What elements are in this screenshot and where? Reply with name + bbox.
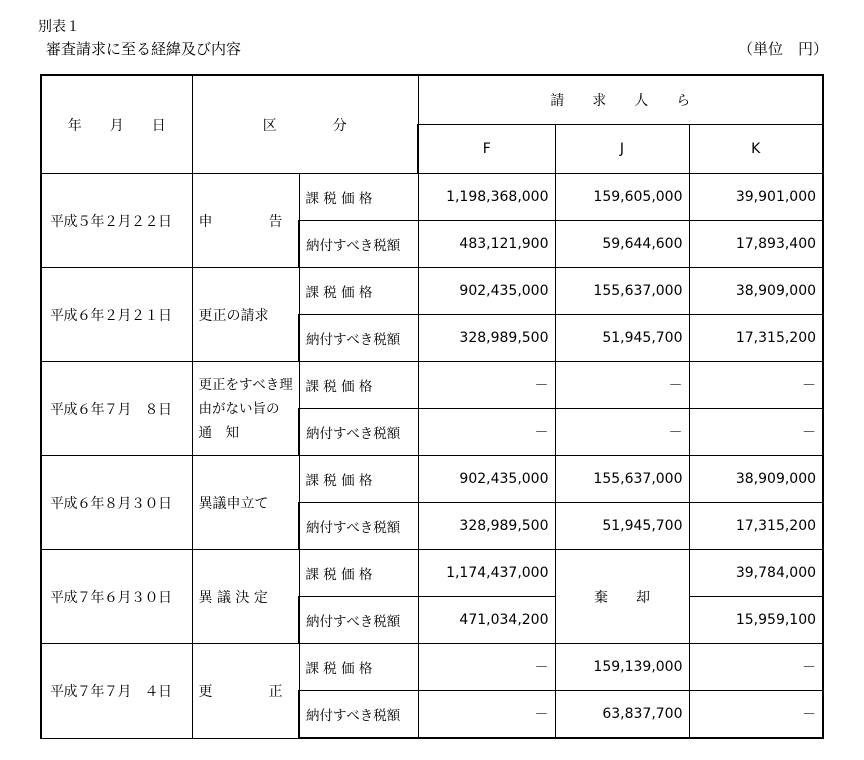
row-date: 平成６年８月３０日 xyxy=(41,456,192,550)
row-item-tax-payable: 納付すべき税額 xyxy=(299,315,418,362)
row-item-tax-payable: 納付すべき税額 xyxy=(299,221,418,268)
row-item-taxable-value: 課 税 価 格 xyxy=(299,362,418,409)
row-item-taxable-value: 課 税 価 格 xyxy=(299,550,418,597)
row-item-tax-payable: 納付すべき税額 xyxy=(299,691,418,739)
row-date: 平成５年２月２２日 xyxy=(41,174,192,268)
cell-f: － xyxy=(418,644,555,691)
row-kubun: 更正をすべき理由がない旨の 通 知 xyxy=(192,362,299,456)
row-kubun: 更正の請求 xyxy=(192,268,299,362)
row-item-taxable-value: 課 税 価 格 xyxy=(299,268,418,315)
appendix-label: 別表１ xyxy=(38,19,80,35)
header-claimant-f: F xyxy=(418,125,555,174)
table-row xyxy=(41,456,823,503)
row-kubun: 更 正 xyxy=(192,644,299,739)
header-kubun: 区 分 xyxy=(192,75,418,174)
cell-k: － xyxy=(689,644,823,691)
cell-k: 38,909,000 xyxy=(689,456,823,503)
cell-j: 159,139,000 xyxy=(555,644,689,691)
table-row xyxy=(41,550,823,597)
table-row xyxy=(41,644,823,691)
table-row xyxy=(41,174,823,221)
cell-k: － xyxy=(689,362,823,409)
cell-j: 155,637,000 xyxy=(555,268,689,315)
cell-j: 155,637,000 xyxy=(555,456,689,503)
cell-j: 59,644,600 xyxy=(555,221,689,268)
row-item-tax-payable: 納付すべき税額 xyxy=(299,409,418,456)
cell-k: 17,315,200 xyxy=(689,503,823,550)
row-date: 平成７年７月 ４日 xyxy=(41,644,192,739)
cell-k: － xyxy=(689,409,823,456)
row-item-taxable-value: 課 税 価 格 xyxy=(299,456,418,503)
cell-j: 159,605,000 xyxy=(555,174,689,221)
cell-f: 471,034,200 xyxy=(418,597,555,644)
row-kubun: 異議申立て xyxy=(192,456,299,550)
cell-f: 483,121,900 xyxy=(418,221,555,268)
cell-k: 38,909,000 xyxy=(689,268,823,315)
cell-f: 1,174,437,000 xyxy=(418,550,555,597)
row-item-taxable-value: 課 税 価 格 xyxy=(299,644,418,691)
cell-f: 1,198,368,000 xyxy=(418,174,555,221)
table-row xyxy=(41,362,823,409)
cell-f: 328,989,500 xyxy=(418,315,555,362)
cell-k: 17,315,200 xyxy=(689,315,823,362)
cell-f: 328,989,500 xyxy=(418,503,555,550)
cell-j: － xyxy=(555,362,689,409)
cell-k: 39,784,000 xyxy=(689,550,823,597)
row-date: 平成６年７月 ８日 xyxy=(41,362,192,456)
row-date: 平成６年２月２１日 xyxy=(41,268,192,362)
cell-j: 51,945,700 xyxy=(555,503,689,550)
cell-f: 902,435,000 xyxy=(418,456,555,503)
header-date: 年 月 日 xyxy=(41,75,192,174)
cell-f: 902,435,000 xyxy=(418,268,555,315)
unit-label: （単位 円） xyxy=(738,40,829,58)
cell-k: 15,959,100 xyxy=(689,597,823,644)
cell-f: － xyxy=(418,362,555,409)
cell-j: 51,945,700 xyxy=(555,315,689,362)
cell-f: － xyxy=(418,691,555,739)
cell-j-dismissed: 棄 却 xyxy=(555,550,689,644)
row-item-tax-payable: 納付すべき税額 xyxy=(299,503,418,550)
header-claimant-k: K xyxy=(689,125,823,174)
cell-k: 39,901,000 xyxy=(689,174,823,221)
row-item-tax-payable: 納付すべき税額 xyxy=(299,597,418,644)
cell-f: － xyxy=(418,409,555,456)
cell-k: 17,893,400 xyxy=(689,221,823,268)
row-date: 平成７年６月３０日 xyxy=(41,550,192,644)
page-title: 審査請求に至る経緯及び内容 xyxy=(46,40,242,58)
cell-j: － xyxy=(555,409,689,456)
history-table xyxy=(40,74,824,739)
header-claimants: 請 求 人 ら xyxy=(418,75,823,125)
row-kubun: 申 告 xyxy=(192,174,299,268)
row-item-taxable-value: 課 税 価 格 xyxy=(299,174,418,221)
row-kubun: 異 議 決 定 xyxy=(192,550,299,644)
cell-j: 63,837,700 xyxy=(555,691,689,739)
cell-k: － xyxy=(689,691,823,739)
table-row xyxy=(41,268,823,315)
header-claimant-j: J xyxy=(555,125,689,174)
